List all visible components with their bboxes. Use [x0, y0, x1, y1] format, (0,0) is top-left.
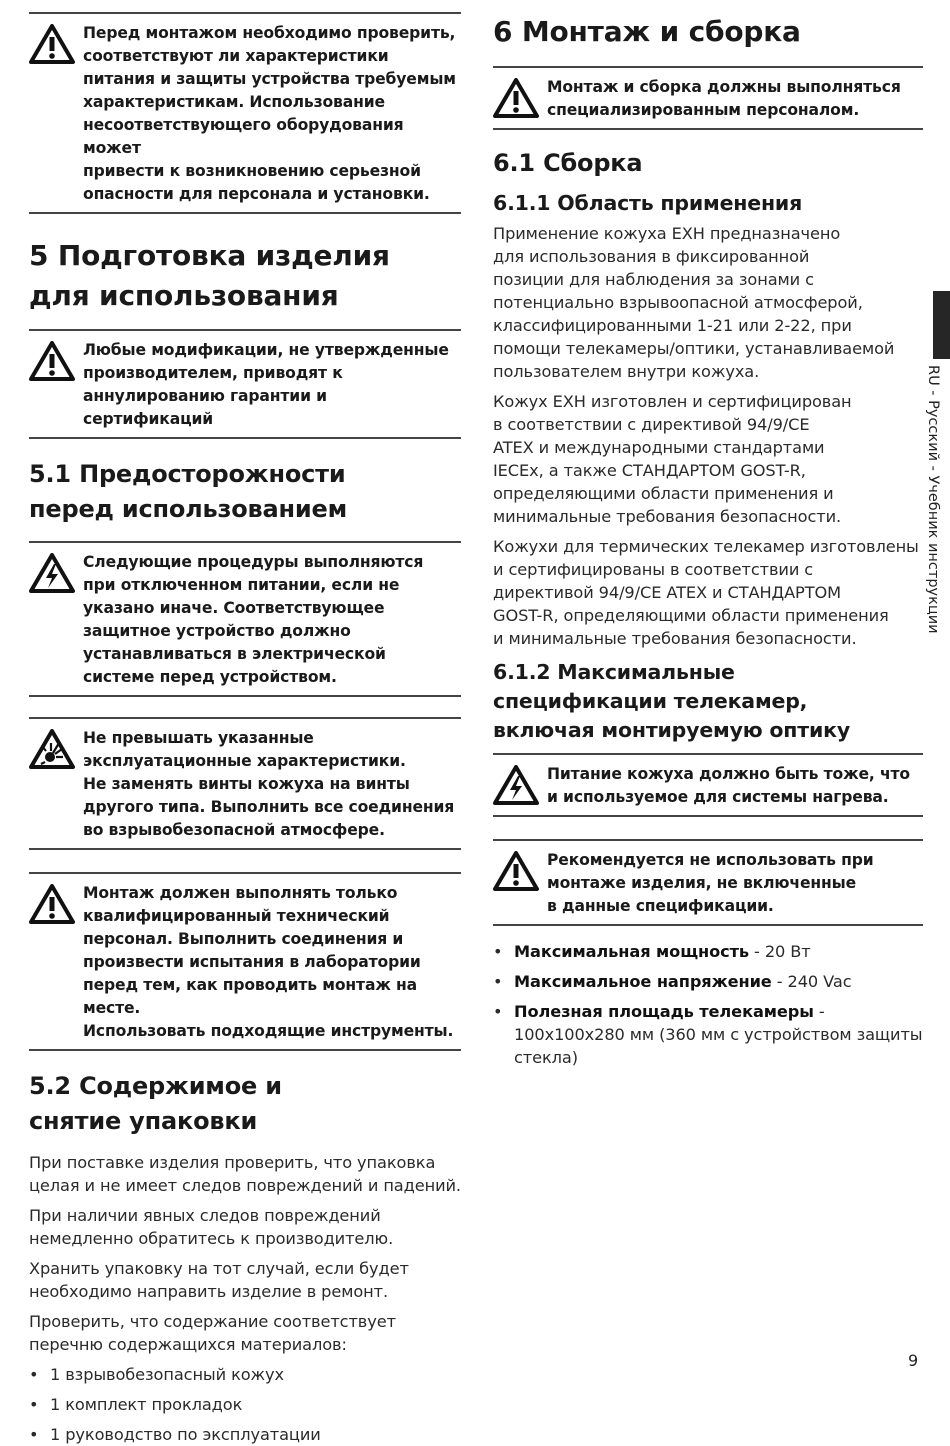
paragraph: Кожух EXH изготовлен и сертифицирован в соответствии с директивой 94/9/CE ATEX и международными стандартами IECEx, а также СТАНДАРТОМ GOST-R, определяющими области применения и минимальные требования безопасности. — [493, 392, 852, 526]
warning-triangle-icon — [29, 884, 75, 924]
spec-item — [493, 1000, 923, 1069]
section-6-1-2-title: 6.1.2 Максимальные спецификации телекамер, включая монтируемую оптику — [493, 660, 850, 742]
warning-text: Любые модификации, не утвержденные производителем, приводят к аннулированию гарантии и сертификаций — [83, 341, 449, 428]
electric-hazard-icon — [29, 553, 75, 593]
spec-label: Полезная площадь телекамеры — [514, 1002, 814, 1021]
section-5-2-title: 5.2 Содержимое и снятие упаковки — [29, 1072, 282, 1135]
warning-triangle-icon — [29, 341, 75, 381]
warning-box-heating-power — [493, 753, 923, 817]
warning-box-assembly — [493, 66, 923, 130]
paragraph: Применение кожуха EXH предназначено для использования в фиксированной позиции для наблюдения за зонами с потенциально взрывоопасной атмосферой, классифицированными 1-21 или 2-22, при помощи телекамеры/оптики, устанавливаемой пользователем внутри кожуха. — [493, 224, 895, 381]
paragraph: Проверить, что содержание соответствует перечню содержащихся материалов: — [29, 1312, 396, 1354]
language-tab-marker — [933, 291, 950, 359]
page-number: 9 — [908, 1351, 919, 1370]
warning-triangle-icon — [493, 851, 539, 891]
warning-text: Монтаж должен выполнять только квалифицированный технический персонал. Выполнить соединения и произвести испытания в лаборатории перед тем, как проводить монтаж на месте. Использовать подходящие инструменты. — [83, 884, 454, 1040]
explosion-hazard-icon — [29, 729, 75, 769]
spec-item — [493, 940, 923, 963]
warning-box-explosion — [29, 717, 461, 850]
spec-label: Максимальная мощность — [514, 942, 750, 961]
left-column — [29, 0, 461, 1446]
spec-value: - 240 Vac — [771, 972, 852, 991]
spec-label: Максимальное напряжение — [514, 972, 772, 991]
spec-value: - 20 Вт — [749, 942, 811, 961]
warning-text: Перед монтажом необходимо проверить, соответствуют ли характеристики питания и защиты устройства требуемым характеристикам. Использование несоответствующего оборудования может привести к возникновению серьезной опасности для персонала и установки. — [83, 24, 456, 203]
electric-hazard-icon — [493, 765, 539, 805]
paragraph: Хранить упаковку на тот случай, если будет необходимо направить изделие в ремонт. — [29, 1259, 409, 1301]
warning-triangle-icon — [493, 78, 539, 118]
language-sidebar — [925, 365, 949, 634]
section-6-1-1-title: 6.1.1 Область применения — [493, 191, 803, 215]
section-6-title: 6 Монтаж и сборка — [493, 15, 801, 48]
warning-box-modifications — [29, 329, 461, 439]
section-6-1-title: 6.1 Сборка — [493, 149, 643, 177]
warning-box-power-off — [29, 541, 461, 697]
list-item: • 1 руководство по эксплуатации — [29, 1423, 461, 1446]
paragraph: При наличии явных следов повреждений немедленно обратитесь к производителю. — [29, 1206, 394, 1248]
spec-value: - 100x100x280 мм (360 мм с устройством защиты стекла) — [514, 1002, 923, 1067]
warning-triangle-icon — [29, 24, 75, 64]
right-column — [493, 0, 923, 1069]
list-item: • 1 взрывобезопасный кожух — [29, 1363, 461, 1386]
section-5-1-title: 5.1 Предосторожности перед использованием — [29, 460, 348, 523]
camera-specs-list — [493, 940, 923, 1069]
warning-box-specifications — [493, 839, 923, 926]
list-item: • 1 комплект прокладок — [29, 1393, 461, 1416]
warning-box-power-check — [29, 12, 461, 214]
spec-item — [493, 970, 923, 993]
warning-box-qualified-staff — [29, 872, 461, 1051]
section-5-title: 5 Подготовка изделия для использования — [29, 239, 390, 312]
language-label: RU - Русский - Учебник инструкции — [925, 365, 941, 634]
warning-text: Следующие процедуры выполняются при отключенном питании, если не указано иначе. Соответствующее защитное устройство должно устанавливаться в электрической системе перед устройством. — [83, 553, 424, 686]
warning-text: Рекомендуется не использовать при монтаже изделия, не включенные в данные спецификации. — [547, 851, 874, 915]
paragraph: Кожухи для термических телекамер изготовлены и сертифицированы в соответствии с директивой 94/9/CE ATEX и СТАНДАРТОМ GOST-R, определяющими области применения и минимальные требования безопасности. — [493, 537, 919, 648]
package-contents-list — [29, 1363, 461, 1446]
warning-text: Монтаж и сборка должны выполняться специализированным персоналом. — [547, 78, 901, 119]
paragraph: При поставке изделия проверить, что упаковка целая и не имеет следов повреждений и падений. — [29, 1153, 461, 1195]
warning-text: Питание кожуха должно быть тоже, что и используемое для системы нагрева. — [547, 765, 910, 806]
warning-text: Не превышать указанные эксплуатационные характеристики. Не заменять винты кожуха на винты другого типа. Выполнить все соединения во взрывобезопасной атмосфере. — [83, 729, 455, 839]
